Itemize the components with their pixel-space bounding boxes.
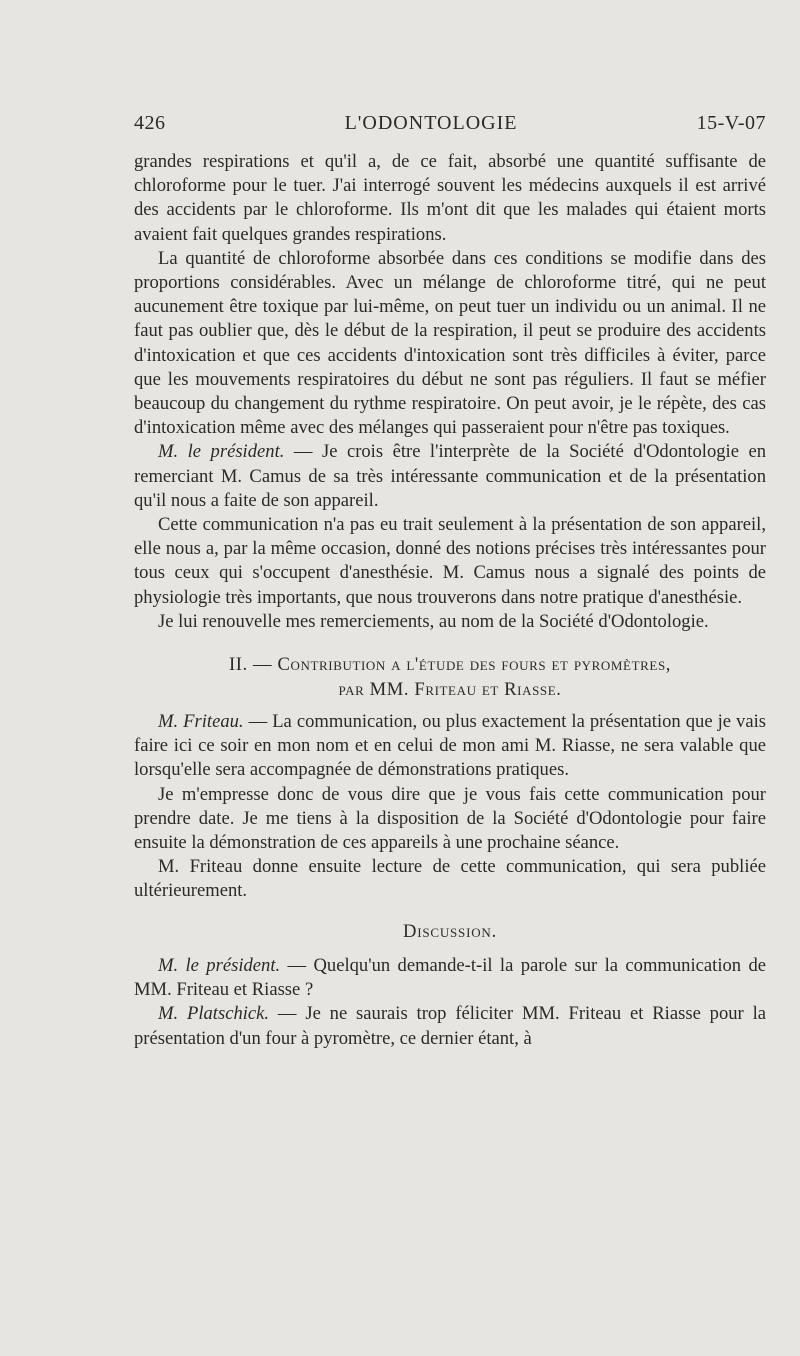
speaker-name: M. le président.: [158, 441, 285, 463]
page-number: 426: [134, 112, 166, 134]
speaker-name: M. le président.: [158, 954, 281, 976]
speaker-name: M. Friteau.: [158, 711, 244, 733]
section-title: II. — Contribution a l'étude des fours et pyromètres,: [228, 654, 672, 676]
paragraph-text: — Je ne saurais trop féliciter MM. Friteau et Riasse pour la présentation d'un four à pyromètre, ce dernier étant, à: [134, 1003, 766, 1049]
paragraph: Je lui renouvelle mes remerciements, au nom de la Société d'Odontologie.: [158, 610, 709, 632]
running-header: [134, 112, 766, 135]
paragraph: [134, 440, 766, 513]
section-authors: par MM. Friteau et Riasse.: [338, 679, 562, 701]
discussion-heading: Discussion.: [402, 920, 498, 942]
paragraph: La quantité de chloroforme absorbée dans ces conditions se modifie dans des proportions considérables. Avec un mélange de chloroforme titré, qui ne peut aucunement être toxique par lui-même, on peut tuer un individu ou un animal. Il ne faut pas oublier que, dès le début de la respiration, il peut se produire des accidents d'intoxication et que ces accidents d'intoxication sont très difficiles à éviter, parce que les mouvements respiratoires du début ne sont pas réguliers. Il faut se méfier beaucoup du changement du rythme respiratoire. On peut avoir, je le répète, des cas d'intoxication même avec des mélanges qui passeraient pour n'être pas toxiques.: [134, 247, 766, 439]
paragraph: [134, 1002, 766, 1050]
paragraph: Je m'empresse donc de vous dire que je vous fais cette communication pour prendre date. Je me tiens à la disposition de la Société d'Odontologie pour faire ensuite la démonstration de ces appareils à une prochaine séance.: [134, 783, 766, 854]
issue-date: 15-V-07: [696, 112, 766, 134]
speaker-name: M. Platschick.: [158, 1003, 270, 1025]
paragraph: [134, 954, 766, 1002]
section-heading: [134, 652, 766, 702]
paragraph: grandes respirations et qu'il a, de ce fait, absorbé une quantité suffisante de chloroforme pour le tuer. J'ai interrogé souvent les médecins auxquels il est arrivé des accidents par le chloroforme. Ils m'ont dit que les malades qui étaient morts avaient fait quelques grandes respirations.: [134, 151, 766, 245]
paragraph: [134, 710, 766, 783]
paragraph-text: — La communication, ou plus exactement la présentation que je vais faire ici ce soir en mon nom et en celui de mon ami M. Riasse, ne sera valable que lorsqu'elle sera accompagnée de démonstrations pratiques.: [134, 711, 766, 781]
journal-title: L'ODONTOLOGIE: [344, 112, 518, 134]
paragraph-text: — Je crois être l'interprète de la Société d'Odontologie en remerciant M. Camus de sa très intéressante communication et de la présentation qu'il nous a faite de son appareil.: [134, 441, 766, 511]
paragraph: Cette communication n'a pas eu trait seulement à la présentation de son appareil, elle nous a, par la même occasion, donné des notions précises très intéressantes pour tous ceux qui s'occupent d'anesthésie. M. Camus nous a signalé des points de physiologie très importants, que nous trouverons dans notre pratique d'anesthésie.: [134, 514, 766, 608]
paragraph-text: — Quelqu'un demande-t-il la parole sur la communication de MM. Friteau et Riasse ?: [134, 954, 767, 1001]
paragraph: M. Friteau donne ensuite lecture de cette communication, qui sera publiée ultérieurement.: [134, 856, 766, 902]
body-text: [134, 150, 766, 1051]
